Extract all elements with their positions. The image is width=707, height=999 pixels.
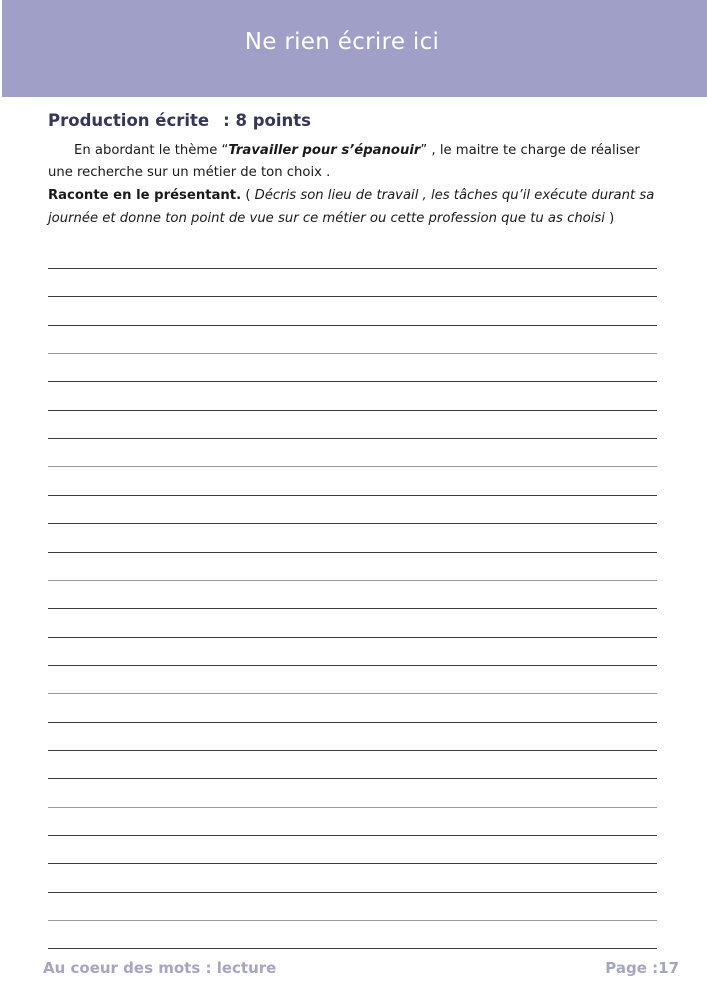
writing-line[interactable] [48, 325, 657, 326]
writing-line[interactable] [48, 807, 657, 808]
writing-line[interactable] [48, 523, 657, 524]
writing-line[interactable] [48, 920, 657, 921]
exercise-section [48, 108, 688, 230]
task-open-paren: ( [241, 188, 255, 203]
paragraph-line-2: une recherche sur un métier de ton choix . [48, 165, 331, 180]
paragraph-text-start: En abordant le thème “ [74, 143, 229, 158]
header-banner [2, 0, 707, 97]
writing-line[interactable] [48, 552, 657, 553]
paragraph-text-end: ” , le maitre te charge de réaliser [420, 143, 640, 158]
banner-title: Ne rien écrire ici [244, 29, 440, 55]
writing-line[interactable] [48, 892, 657, 893]
writing-line[interactable] [48, 438, 657, 439]
writing-line[interactable] [48, 835, 657, 836]
writing-line[interactable] [48, 778, 657, 779]
instruction-paragraph [48, 140, 688, 184]
points-label: : 8 points [223, 111, 311, 130]
writing-line[interactable] [48, 580, 657, 581]
writing-line[interactable] [48, 466, 657, 467]
writing-line[interactable] [48, 948, 657, 949]
task-close-paren: ) [604, 211, 615, 226]
writing-line[interactable] [48, 495, 657, 496]
writing-line[interactable] [48, 693, 657, 694]
writing-line[interactable] [48, 608, 657, 609]
writing-line[interactable] [48, 381, 657, 382]
writing-line[interactable] [48, 722, 657, 723]
writing-line[interactable] [48, 268, 657, 269]
writing-line[interactable] [48, 353, 657, 354]
task-lead: Raconte en le présentant. [48, 188, 242, 203]
footer-page-number: Page :17 [605, 959, 679, 977]
writing-line[interactable] [48, 637, 657, 638]
writing-line[interactable] [48, 665, 657, 666]
theme-title: Travailler pour s’épanouir [228, 143, 421, 158]
writing-line[interactable] [48, 296, 657, 297]
writing-line[interactable] [48, 750, 657, 751]
footer-book-title: Au coeur des mots : lecture [43, 959, 277, 977]
section-heading [48, 108, 688, 134]
task-instruction: Décris son lieu de travail , les tâches qu’il exécute durant sa journée et donne ton point de vue sur ce métier ou cette profession que tu as choisi [48, 188, 655, 226]
task-paragraph [48, 184, 688, 230]
writing-line[interactable] [48, 410, 657, 411]
writing-line[interactable] [48, 863, 657, 864]
section-title: Production écrite [48, 111, 210, 130]
